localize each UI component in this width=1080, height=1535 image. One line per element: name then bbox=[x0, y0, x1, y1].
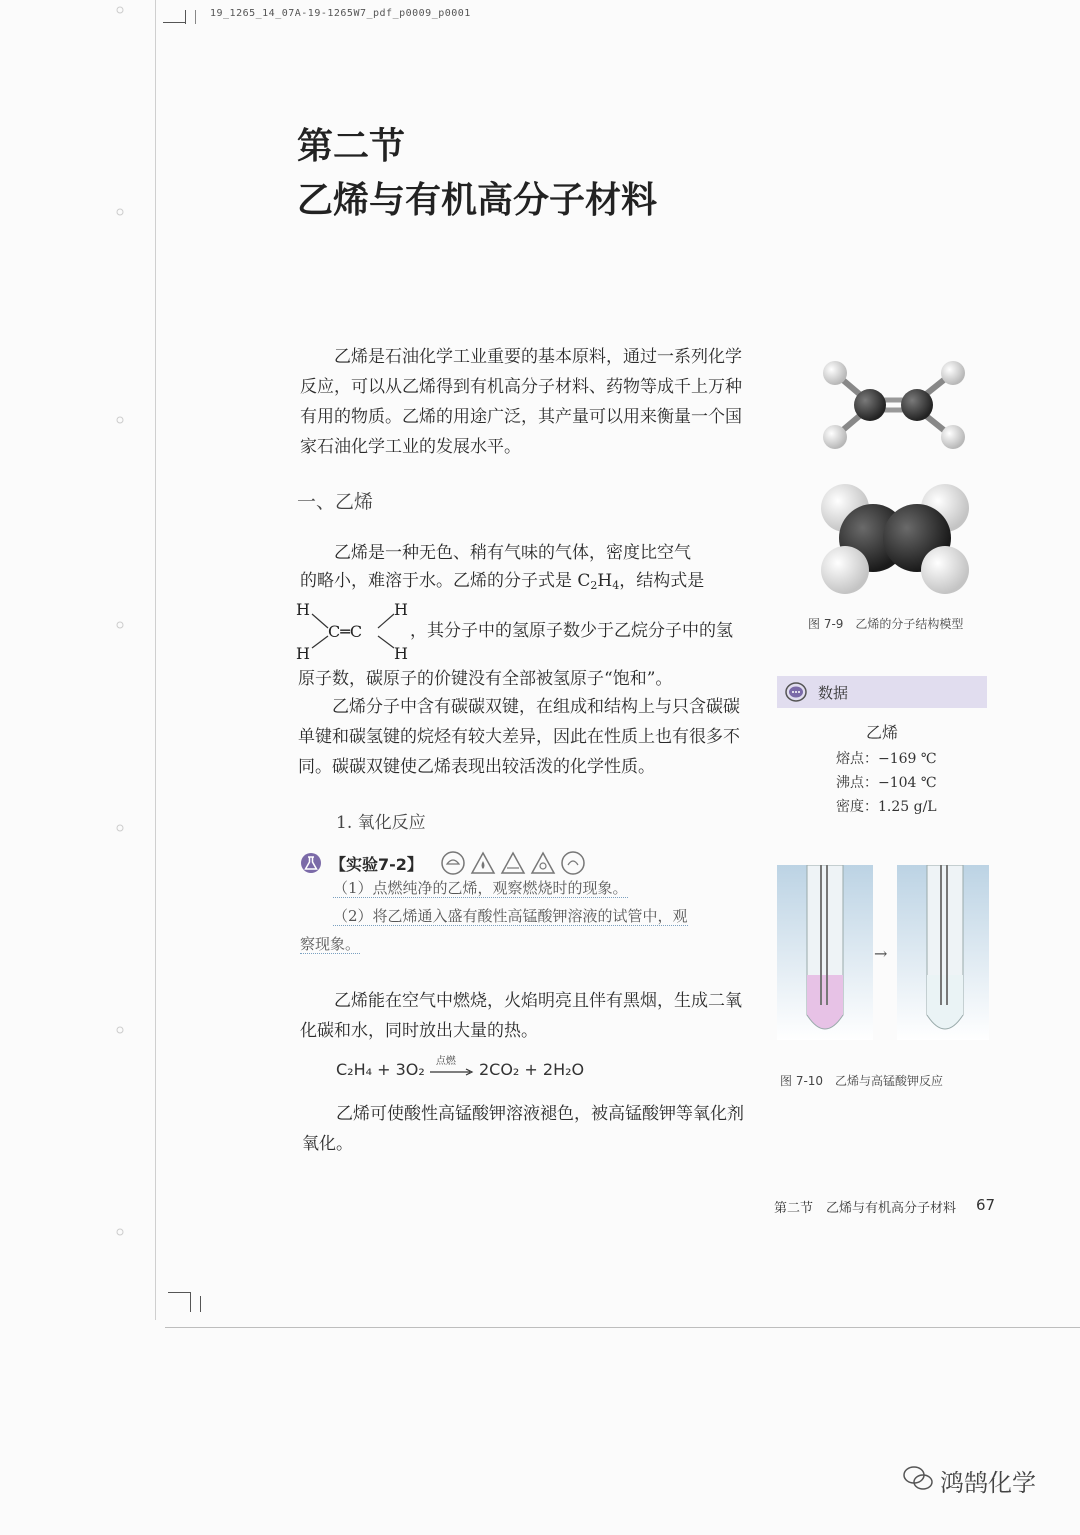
subscript-2: 2 bbox=[590, 579, 598, 592]
crop-mark-bottom-v bbox=[190, 1292, 191, 1312]
carbon-double-bond: C═C bbox=[328, 622, 363, 641]
h-bottom-right: H bbox=[394, 644, 408, 663]
figure-7-9-caption: 图 7-9 乙烯的分子结构模型 bbox=[808, 617, 964, 631]
boiling-point: 沸点：−104 ℃ bbox=[836, 775, 937, 791]
equation-right: 2CO₂ + 2H₂O bbox=[478, 1060, 585, 1079]
experiment-step-2-text: （2）将乙烯通入盛有酸性高锰酸钾溶液的试管中，观 bbox=[333, 907, 688, 925]
data-box-label: 数据 bbox=[818, 684, 849, 702]
page-left-border bbox=[155, 0, 156, 1320]
experiment-step-2 bbox=[333, 902, 688, 930]
struct-bonds bbox=[296, 598, 416, 664]
p4-paragraph: 乙烯可使酸性高锰酸钾溶液褪色，被高锰酸钾等氧化剂氧化。 bbox=[302, 1104, 744, 1154]
chat-bubble-icon bbox=[785, 682, 807, 702]
h-top-right: H bbox=[394, 600, 408, 619]
crop-mark-bottom bbox=[168, 1292, 190, 1293]
page-bottom-border bbox=[165, 1327, 1080, 1328]
intro-paragraph: 乙烯是石油化学工业重要的基本原料，通过一系列化学反应，可以从乙烯得到有机高分子材料、药物等成千上万种有用的物质。乙烯的用途广泛，其产量可以用来衡量一个国家石油化学工业的发展水平。 bbox=[300, 347, 742, 457]
p1-line2-h: H bbox=[597, 571, 613, 591]
figure-7-10-caption: 图 7-10 乙烯与高锰酸钾反应 bbox=[780, 1074, 944, 1088]
density: 密度：1.25 g/L bbox=[836, 799, 937, 815]
melting-point: 熔点：−169 ℃ bbox=[836, 751, 937, 767]
subheading-oxidation: 1. 氧化反应 bbox=[336, 813, 426, 833]
experiment-step-1-text: （1）点燃纯净的乙烯，观察燃烧时的现象。 bbox=[333, 879, 628, 897]
h-top-left: H bbox=[296, 600, 310, 619]
p1-line4: 原子数，碳原子的价键没有全部被氢原子“饱和”。 bbox=[298, 669, 673, 689]
page-number: 67 bbox=[976, 1196, 996, 1214]
watermark-text: 鸿鹄化学 bbox=[940, 1469, 1036, 1497]
combustion-equation bbox=[336, 1055, 585, 1080]
reaction-arrow: → bbox=[874, 944, 888, 963]
p1-line2 bbox=[300, 566, 704, 601]
equation-left: C₂H₄ + 3O₂ bbox=[336, 1060, 425, 1079]
wechat-icon bbox=[902, 1464, 934, 1492]
experiment-step-1 bbox=[333, 874, 628, 902]
experiment-title: 【实验7-2】 bbox=[330, 855, 423, 874]
crop-mark-top bbox=[163, 22, 185, 23]
experiment-step-2-cont-text: 察现象。 bbox=[300, 935, 361, 953]
safety-icons bbox=[440, 850, 590, 876]
section-heading-ethylene: 一、乙烯 bbox=[297, 491, 374, 513]
section-title: 第二节 bbox=[297, 125, 406, 167]
h-bottom-left: H bbox=[296, 644, 310, 663]
structural-formula bbox=[296, 598, 416, 664]
binding-holes bbox=[114, 0, 126, 1531]
data-box-name: 乙烯 bbox=[866, 723, 899, 742]
equation-condition: 点燃 bbox=[435, 1055, 456, 1067]
crop-mark-top-v bbox=[185, 10, 186, 24]
data-box-header bbox=[777, 676, 987, 708]
chapter-title: 乙烯与有机高分子材料 bbox=[297, 179, 658, 221]
p1-line1: 乙烯是一种无色、稍有气味的气体，密度比空气 bbox=[334, 543, 691, 563]
p1-line2-c: ，结构式是 bbox=[619, 571, 705, 591]
equation-arrow bbox=[430, 1055, 474, 1080]
subscript-4: 4 bbox=[612, 579, 620, 592]
p1-after-struct: ，其分子中的氢原子数少于乙烷分子中的氢 bbox=[410, 621, 733, 641]
space-filling-model bbox=[815, 478, 975, 598]
experiment-step-2-cont bbox=[300, 930, 360, 958]
ball-stick-model bbox=[815, 355, 975, 455]
running-footer: 第二节 乙烯与有机高分子材料 bbox=[774, 1201, 957, 1216]
p1-line2-a: 的略小，难溶于水。乙烯的分子式是 C bbox=[300, 571, 591, 591]
p2-paragraph: 乙烯分子中含有碳碳双键，在组成和结构上与只含碳碳单键和碳氢键的烷烃有较大差异，因此在性质上也有很多不同。碳碳双键使乙烯表现出较活泼的化学性质。 bbox=[298, 697, 740, 777]
flask-icon bbox=[300, 852, 322, 874]
crop-mark-top-v2 bbox=[195, 10, 196, 24]
p3-paragraph: 乙烯能在空气中燃烧，火焰明亮且伴有黑烟，生成二氧化碳和水，同时放出大量的热。 bbox=[300, 991, 742, 1041]
header-file-code: 19_1265_14_07A-19-1265W7_pdf_p0009_p0001 bbox=[210, 8, 471, 19]
crop-mark-bottom-v2 bbox=[200, 1296, 201, 1312]
